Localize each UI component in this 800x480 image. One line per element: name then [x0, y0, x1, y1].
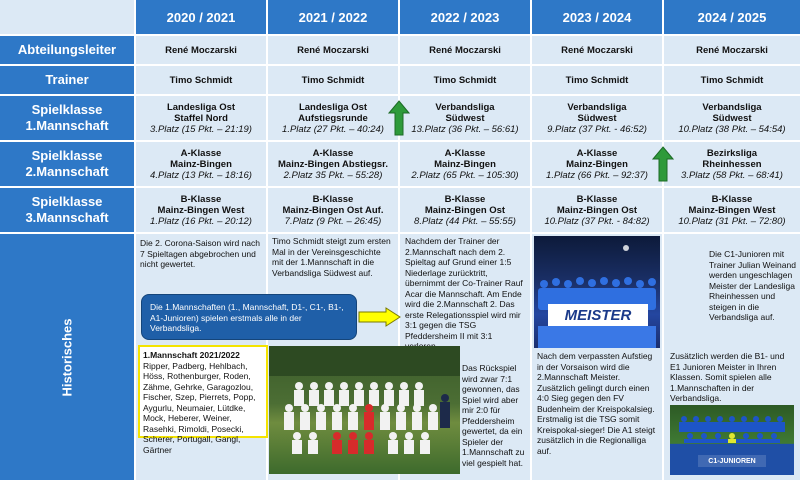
spielklasse2-2020: A-Klasse Mainz-Bingen 4.Platz (13 Pkt. – 18:16) [136, 142, 266, 186]
team-roster-box [138, 345, 268, 455]
abteilungsleiter-2021: René Moczarski [268, 36, 398, 64]
team-photo-players-icon [269, 346, 460, 474]
year-header-2022: 2022 / 2023 [400, 0, 530, 34]
corner-cell [0, 0, 134, 34]
c1-junioren-banner: C1-JUNIOREN [708, 457, 756, 465]
hist-text-2020: Die 2. Corona-Saison wird nach 7 Spieltagen abgebrochen und nicht gewertet. [140, 238, 261, 269]
hist-text-2024b: Zusätzlich werden die B1- und E1 Junioren Meister in Ihren Klassen. Somit spielen alle 1.Mannschaften in der Verbandsliga. [670, 351, 785, 403]
spielklasse1-2020: Landesliga Ost Staffel Nord 3.Platz (15 Pkt. – 21:19) [136, 96, 266, 140]
abteilungsleiter-2024: René Moczarski [664, 36, 800, 64]
spielklasse3-2023: B-Klasse Mainz-Bingen Ost 10.Platz (37 Pkt. - 84:82) [532, 188, 662, 232]
meister-banner: MEISTER [564, 306, 632, 324]
spielklasse1-2021: Landesliga Ost Aufstiegsrunde 1.Platz (27 Pkt. – 40:24) [268, 96, 398, 140]
row-label-spielklasse-2: Spielklasse 2.Mannschaft [0, 142, 134, 186]
abteilungsleiter-2023: René Moczarski [532, 36, 662, 64]
year-header-2021: 2021 / 2022 [268, 0, 398, 34]
hist-text-2023: Nach dem verpassten Aufstieg in der Vorsaison wird die 2.Mannschaft Meister. Zusätzlich gelingt durch einen 4:0 Sieg gegen den FV Budenheim der Kreispokalsieg. Erstmalig ist die TSG somit Kreispokal-sieger! Die A1 steigt zusätzlich in die Regionalliga auf. [537, 351, 656, 456]
trainer-2021: Timo Schmidt [268, 66, 398, 94]
c1-junioren-photo-2024 [670, 405, 794, 475]
row-label-spielklasse-3: Spielklasse 3.Mannschaft [0, 188, 134, 232]
row-label-spielklasse-1: Spielklasse 1.Mannschaft [0, 96, 134, 140]
spielklasse2-2022: A-Klasse Mainz-Bingen 2.Platz (65 Pkt. – 105:30) [400, 142, 530, 186]
spielklasse3-2024: B-Klasse Mainz-Bingen West 10.Platz (31 Pkt. – 72:80) [664, 188, 800, 232]
trainer-2022: Timo Schmidt [400, 66, 530, 94]
spielklasse2-2023: A-Klasse Mainz-Bingen 1.Platz (66 Pkt. – 92:37) [532, 142, 662, 186]
meister-photo-crowd-icon [534, 236, 660, 348]
trainer-2024: Timo Schmidt [664, 66, 800, 94]
spielklasse3-2020: B-Klasse Mainz-Bingen West 1.Platz (16 Pkt. – 20:12) [136, 188, 266, 232]
verbandsliga-info-box: Die 1.Mannschaften (1., Mannschaft, D1-, C1-, B1-, A1-Junioren) spielen erstmals alle in der Verbandsliga. [141, 294, 357, 340]
spielklasse2-2021: A-Klasse Mainz-Bingen Abstiegsr. 2.Platz 35 Pkt. – 55:28) [268, 142, 398, 186]
meister-photo-2023 [534, 236, 660, 348]
year-header-2020: 2020 / 2021 [136, 0, 266, 34]
abteilungsleiter-2020: René Moczarski [136, 36, 266, 64]
spielklasse1-2023: Verbandsliga Südwest 9.Platz (37 Pkt. - 46:52) [532, 96, 662, 140]
hist-text-2024a: Die C1-Junioren mit Trainer Julian Weinand werden ungeschlagen Meister der Landesliga Rheinhessen und steigen in die Verbandsliga auf. [709, 249, 796, 322]
spielklasse3-2021: B-Klasse Mainz-Bingen Ost Auf. 7.Platz (9 Pkt. – 26:45) [268, 188, 398, 232]
hist-text-2022a: Nachdem der Trainer der 2.Mannschaft nach dem 2. Spieltag auf Grund einer 1:5 Niederlage zurücktritt, übernimmt der Co-Trainer Rauf Acar die Mannschaft. Am Ende wird die 2.Mannschaft 2. Das erste Relegationsspiel wird mir 3:1 gegen die TSG Pfeddersheim II mit 3:1 [405, 236, 523, 341]
hist-text-2022b: Das Rückspiel wird zwar 7:1 gewonnen, das Spiel wird aber mir 2:0 für Pfeddersheim gewertet, da ein Spieler der 1.Mannschaft zu viel gespielt hat. [462, 363, 525, 468]
abteilungsleiter-2022: René Moczarski [400, 36, 530, 64]
spielklasse2-2024: Bezirksliga Rheinhessen 3.Platz (58 Pkt. – 68:41) [664, 142, 800, 186]
year-header-2023: 2023 / 2024 [532, 0, 662, 34]
promotion-arrow-icon-2021 [388, 100, 410, 136]
promotion-arrow-icon-2023 [652, 146, 674, 182]
spielklasse1-2024: Verbandsliga Südwest 10.Platz (38 Pkt. – 54:54) [664, 96, 800, 140]
year-header-2024: 2024 / 2025 [664, 0, 800, 34]
spielklasse1-2022: Verbandsliga Südwest 13.Platz (36 Pkt. – 56:61) [400, 96, 530, 140]
row-label-historisches: Historisches [0, 234, 134, 480]
trainer-2020: Timo Schmidt [136, 66, 266, 94]
hist-text-2021: Timo Schmidt steigt zum ersten Mal in der Vereinsgeschichte mit der 1.Mannschaft in die Verbandsliga Südwest auf. [272, 236, 391, 278]
team-photo-2021 [269, 346, 460, 474]
team-roster-names: Ripper, Padberg, Hehlbach, Höss, Rothenburger, Roden, Zähme, Gehrke, Garagozlou, Fischer, Szep, Pierrets, Popp, Aygurlu, Neumaier, Lütdke, Mock, Heberer, Weiner, Rasehki, Rimoldi, Posecki, Scherer, Portugall, Gangl, Gärtner [143, 360, 256, 455]
yellow-arrow-icon [358, 307, 402, 327]
spielklasse3-2022: B-Klasse Mainz-Bingen Ost 8.Platz (44 Pkt. – 55:55) [400, 188, 530, 232]
trainer-2023: Timo Schmidt [532, 66, 662, 94]
team-roster-title: 1.Mannschaft 2021/2022 [143, 350, 240, 360]
row-label-abteilungsleiter: Abteilungsleiter [0, 36, 134, 64]
row-label-trainer: Trainer [0, 66, 134, 94]
